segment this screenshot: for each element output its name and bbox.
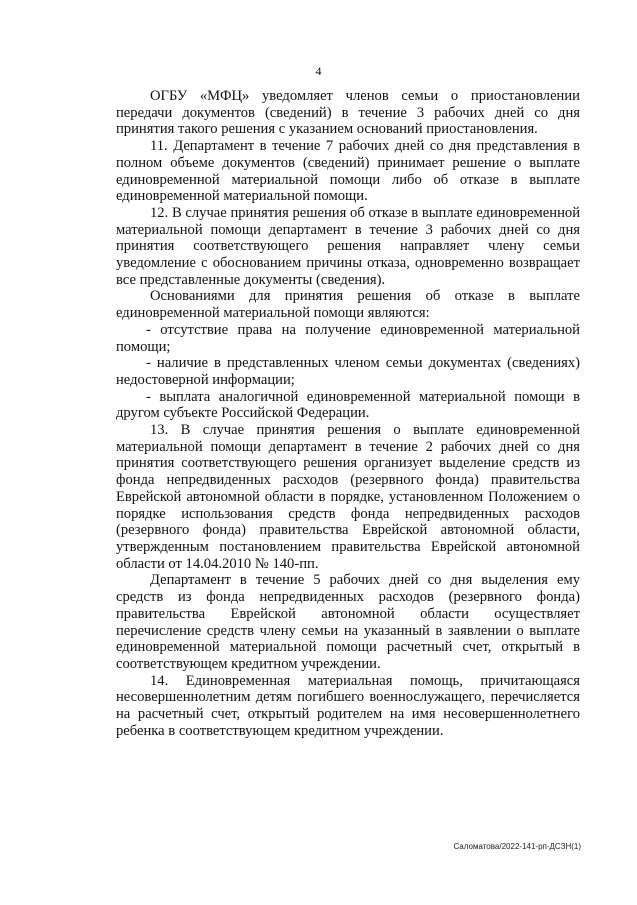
- paragraph-item-14: 14. Единовременная материальная помощь, причитающаяся несовершеннолетним детям погибшего военнослужащего, перечисляется на расчетный счет, открытый родителем на имя несовершеннолетнего ребенка в соответствующем кредитном учреждении.: [116, 672, 580, 739]
- list-item-no-right: - отсутствие права на получение единовременной материальной помощи;: [116, 321, 580, 355]
- paragraph-refusal-grounds: Основаниями для принятия решения об отказе в выплате единовременной материальной помощи являются:: [116, 288, 580, 322]
- paragraph-item-12: 12. В случае принятия решения об отказе в выплате единовременной материальной помощи департамент в течение 3 рабочих дней со дня принятия соответствующего решения направляет члену семьи уведомление с обоснованием причины отказа, одновременно возвращает все представленные документы (сведения).: [116, 204, 580, 288]
- page-number: 4: [315, 64, 322, 78]
- paragraph-item-11: 11. Департамент в течение 7 рабочих дней со дня представления в полном объеме документов (сведений) принимает решение о выплате единовременной материальной помощи либо об отказе в выплате единовременной материальной помощи.: [116, 138, 580, 205]
- list-item-false-info: - наличие в представленных членом семьи документах (сведениях) недостоверной информации;: [116, 355, 580, 388]
- paragraph-mfc-notice: ОГБУ «МФЦ» уведомляет членов семьи о приостановлении передачи документов (сведений) в течение 3 рабочих дней со дня принятия такого решения с указанием оснований приостановления.: [116, 88, 580, 138]
- document-code: Саломатова/2022-141-рп-ДСЗН(1): [453, 842, 581, 851]
- document-body: [116, 88, 580, 739]
- list-item-duplicate-payment: - выплата аналогичной единовременной материальной помощи в другом субъекте Российской Федерации.: [116, 388, 580, 422]
- paragraph-transfer: Департамент в течение 5 рабочих дней со дня выделения ему средств из фонда непредвиденных расходов (резервного фонда) правительства Еврейской автономной области осуществляет перечисление средств члену семьи на указанный в заявлении о выплате единовременной материальной помощи расчетный счет, открытый в соответствующем кредитном учреждении.: [116, 572, 580, 672]
- paragraph-item-13: 13. В случае принятия решения о выплате единовременной материальной помощи департамент в течение 2 рабочих дней со дня принятия соответствующего решения организует выделение средств из фонда непредвиденных расходов (резервного фонда) правительства Еврейской автономной области в порядке, установленном Положением о порядке использования средств фонда непредвиденных расходов (резервного фонда) правительства Еврейской автономной области, утвержденным постановлением правительства Еврейской автономной области от 14.04.2010 № 140-пп.: [116, 422, 580, 572]
